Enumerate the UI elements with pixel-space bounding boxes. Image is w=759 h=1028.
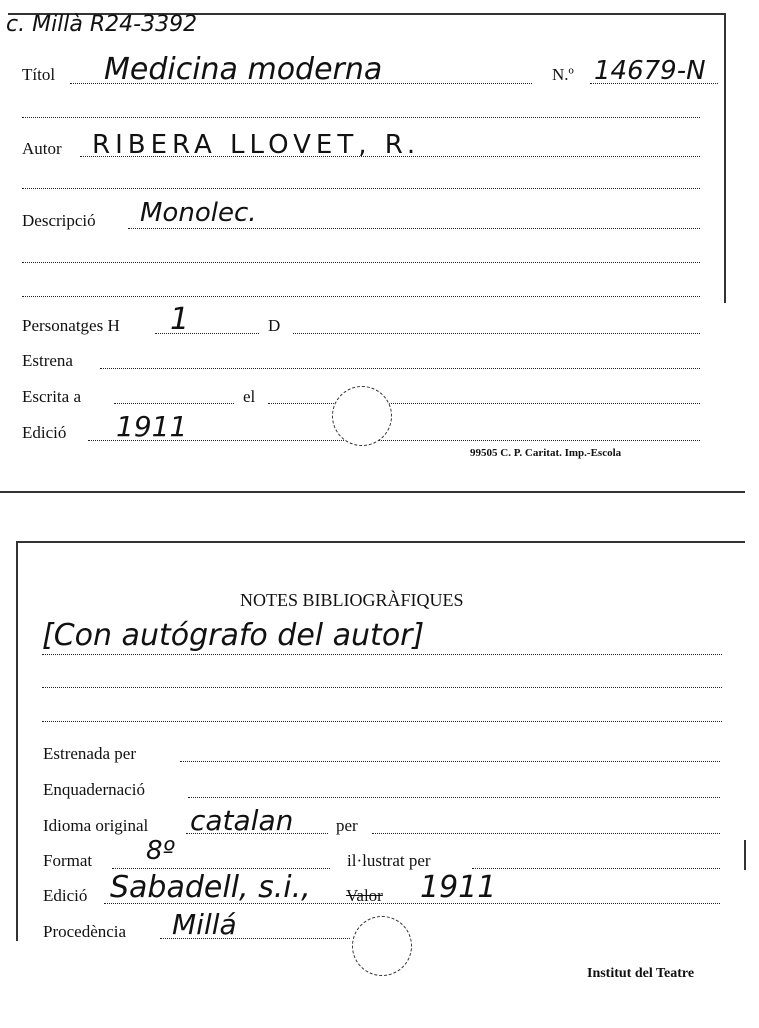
institution-label: Institut del Teatre: [587, 966, 695, 981]
estrenada-label: Estrenada per: [43, 744, 136, 763]
card2-right-border: [744, 840, 746, 870]
numero-value: 14679-N: [594, 56, 706, 86]
note-line: [42, 654, 722, 655]
enquadernacio-label: Enquadernació: [43, 780, 145, 799]
card1-right-border: [724, 13, 726, 303]
card2-top-border: [16, 541, 745, 543]
escrita-line: [114, 403, 234, 404]
estrena-label: Estrena: [22, 351, 73, 370]
blank-line: [22, 117, 700, 118]
personatges-label: Personatges H: [22, 316, 120, 335]
note-value: [Con autógrafo del autor]: [42, 618, 425, 653]
format-value: 8º: [146, 836, 175, 866]
card2-left-border: [16, 541, 18, 941]
autor-label: Autor: [22, 139, 62, 158]
el-label: el: [243, 387, 256, 406]
procedencia-value: Millá: [172, 908, 237, 941]
blank-line: [42, 687, 722, 688]
notes-heading: NOTES BIBLIOGRÀFIQUES: [240, 590, 464, 610]
estrenada-line: [180, 761, 720, 762]
edicio-label: Edició: [22, 423, 67, 442]
valor-value: 1911: [420, 870, 497, 905]
titol-label: Títol: [22, 65, 56, 84]
enquadernacio-line: [188, 797, 720, 798]
idioma-label: Idioma original: [43, 816, 149, 835]
reference-note: c. Millà R24-3392: [6, 12, 198, 37]
blank-line: [22, 262, 700, 263]
card1-bottom-border: [0, 491, 745, 493]
personatges-d-label: D: [268, 316, 281, 335]
illustrat-label: il·lustrat per: [347, 851, 431, 870]
personatges-d-line: [293, 333, 700, 334]
printer-note: 99505 C. P. Caritat. Imp.-Escola: [470, 447, 622, 459]
numero-label: N.º: [552, 65, 574, 84]
escrita-label: Escrita a: [22, 387, 81, 406]
edicio2-label: Edició: [43, 886, 88, 905]
descripcio-value: Monolec.: [140, 198, 257, 228]
punch-hole: [332, 386, 392, 446]
idioma-per-label: per: [336, 816, 358, 835]
blank-line: [22, 188, 700, 189]
titol-value: Medicina moderna: [104, 52, 383, 87]
idioma-per-line: [372, 833, 720, 834]
format-line: [112, 868, 330, 869]
illustrat-line: [472, 868, 720, 869]
descripcio-line: [128, 228, 700, 229]
blank-line: [22, 296, 700, 297]
blank-line: [42, 721, 722, 722]
el-line: [268, 403, 700, 404]
idioma-value: catalan: [190, 804, 294, 837]
valor-label: Valor: [346, 886, 383, 905]
punch-hole: [352, 916, 412, 976]
personatges-h-value: 1: [170, 302, 190, 337]
edicio-value: 1911: [116, 410, 188, 443]
estrena-line: [100, 368, 700, 369]
procedencia-label: Procedència: [43, 922, 127, 941]
format-label: Format: [43, 851, 93, 870]
edicio2-value: Sabadell, s.i.,: [110, 870, 311, 905]
descripcio-label: Descripció: [22, 211, 96, 230]
autor-value: RIBERA LLOVET, R.: [92, 130, 421, 160]
